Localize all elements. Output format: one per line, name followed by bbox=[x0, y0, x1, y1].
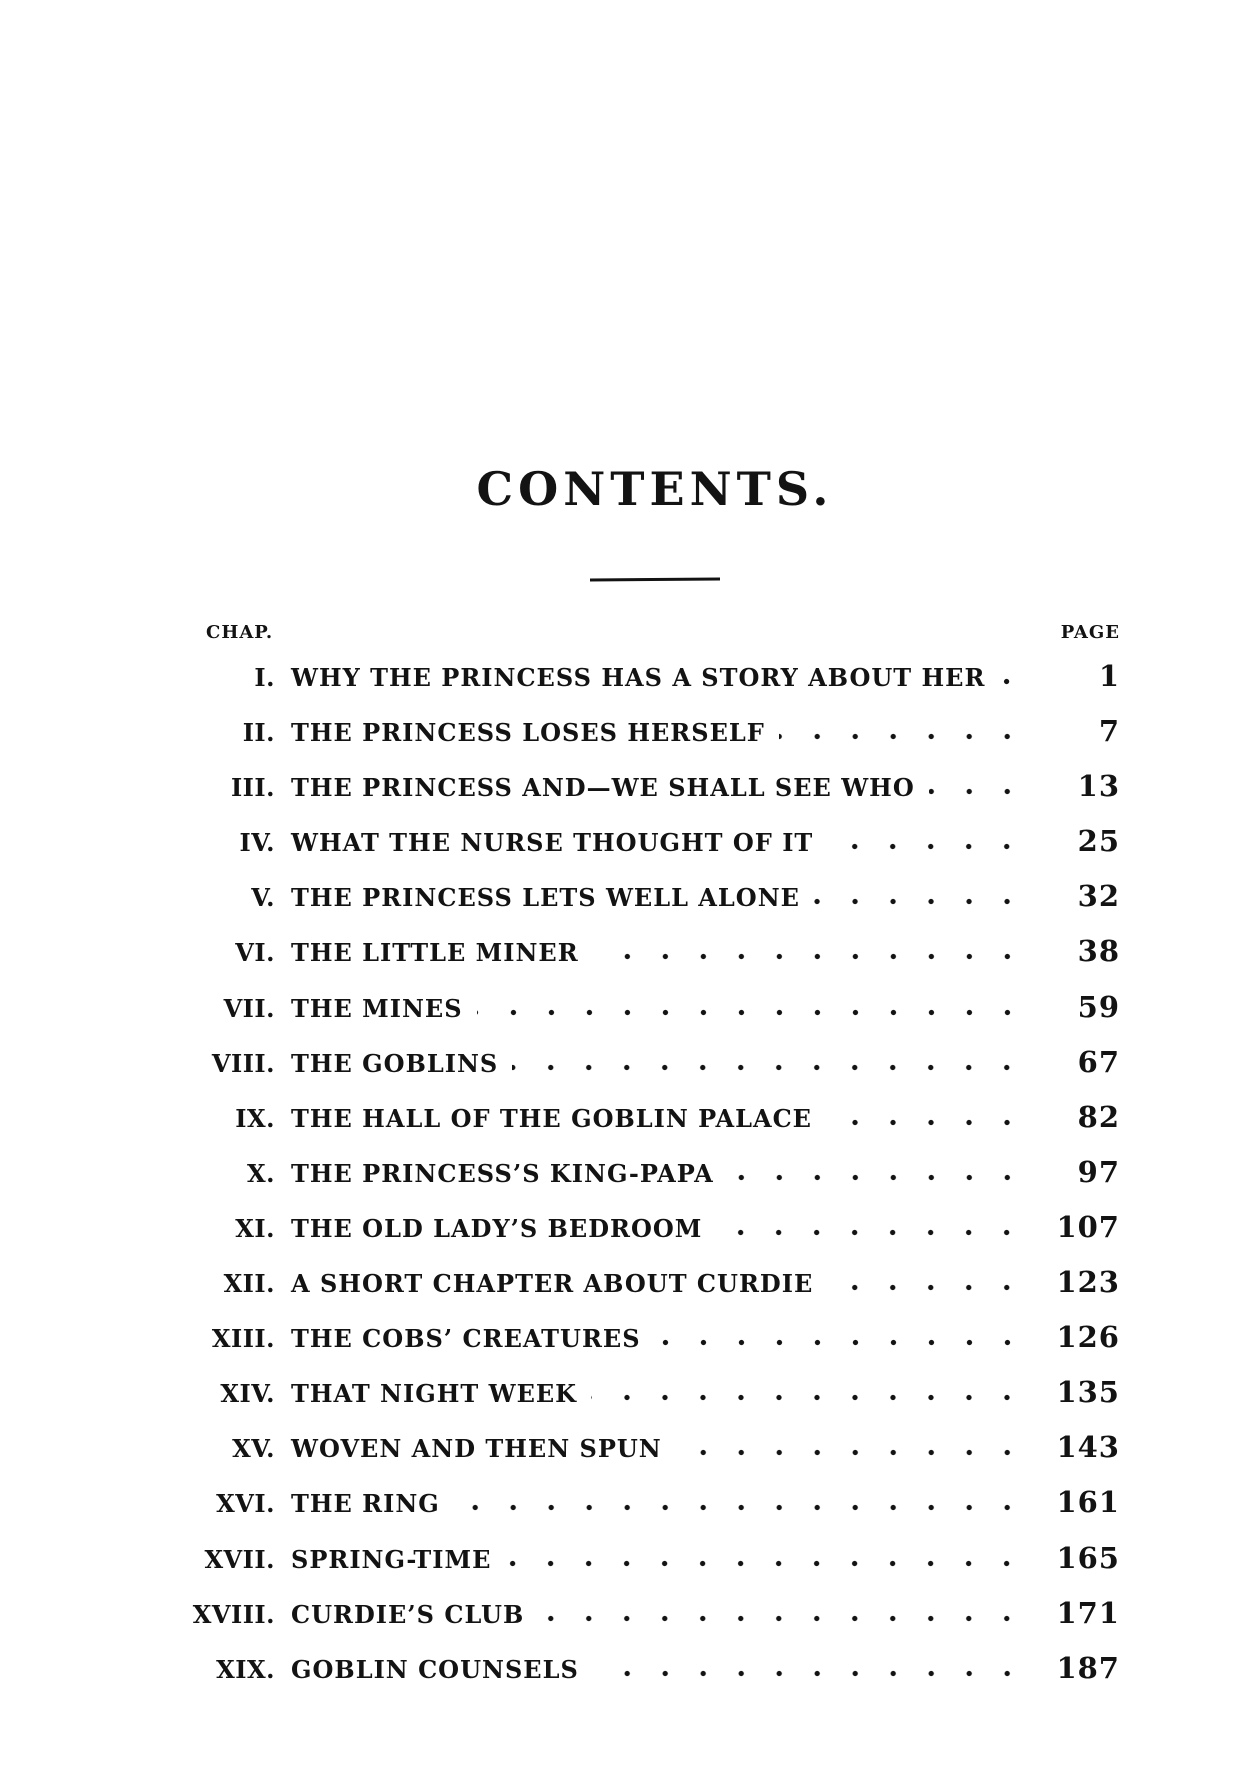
dot-leader bbox=[827, 842, 1026, 851]
chapter-page-number: 187 bbox=[1056, 1650, 1120, 1685]
chapter-page-number: 126 bbox=[1056, 1320, 1120, 1355]
dot-leader bbox=[716, 1228, 1026, 1237]
dot-leader bbox=[814, 897, 1026, 906]
chapter-numeral: V. bbox=[251, 883, 275, 913]
toc-entry-row bbox=[190, 1086, 1120, 1141]
dot-leader bbox=[929, 787, 1026, 796]
chapter-title: WOVEN AND THEN SPUN bbox=[291, 1434, 662, 1464]
chapter-page-number: 123 bbox=[1056, 1265, 1120, 1300]
chapter-title: THE PRINCESS LETS WELL ALONE bbox=[291, 883, 800, 913]
chapter-title: GOBLIN COUNSELS bbox=[291, 1654, 579, 1684]
chapter-title: THE HALL OF THE GOBLIN PALACE bbox=[291, 1103, 812, 1133]
chapter-page-number: 59 bbox=[1077, 989, 1120, 1024]
chapter-page-number: 13 bbox=[1077, 769, 1120, 804]
chapter-page-number: 165 bbox=[1056, 1540, 1120, 1575]
chapter-numeral: VII. bbox=[223, 993, 275, 1023]
toc-entry-row bbox=[190, 1031, 1120, 1086]
toc-entry-row bbox=[190, 1251, 1120, 1306]
dot-leader bbox=[505, 1559, 1026, 1568]
chapter-column-header: CHAP. bbox=[206, 622, 274, 643]
chapter-numeral: VI. bbox=[235, 938, 275, 968]
dot-leader bbox=[591, 1393, 1026, 1402]
dot-leader bbox=[826, 1118, 1026, 1127]
chapter-title: THE OLD LADY’S BEDROOM bbox=[291, 1213, 703, 1243]
chapter-title: WHAT THE NURSE THOUGHT OF IT bbox=[291, 828, 814, 858]
dot-leader bbox=[827, 1283, 1026, 1292]
page-title: CONTENTS. bbox=[476, 462, 834, 516]
chapter-numeral: III. bbox=[230, 773, 275, 803]
chapter-title: WHY THE PRINCESS HAS A STORY ABOUT HER bbox=[291, 663, 986, 692]
chapter-numeral: XI. bbox=[235, 1213, 275, 1243]
chapter-page-number: 143 bbox=[1056, 1430, 1120, 1465]
chapter-numeral: XIX. bbox=[216, 1654, 275, 1684]
toc-entries bbox=[190, 645, 1120, 1692]
chapter-page-number: 82 bbox=[1077, 1099, 1120, 1134]
chapter-title: THE COBS’ CREATURES bbox=[291, 1324, 641, 1354]
contents-section bbox=[190, 0, 1120, 1786]
chapter-title: SPRING-TIME bbox=[291, 1544, 492, 1574]
toc-entry-row bbox=[190, 865, 1120, 920]
chapter-title: CURDIE’S CLUB bbox=[291, 1599, 525, 1629]
chapter-numeral: XVII. bbox=[204, 1544, 275, 1574]
chapter-title: THE LITTLE MINER bbox=[291, 938, 579, 968]
chapter-numeral: XIV. bbox=[220, 1379, 275, 1409]
chapter-title: A SHORT CHAPTER ABOUT CURDIE bbox=[291, 1269, 814, 1299]
chapter-page-number: 7 bbox=[1098, 714, 1120, 749]
column-headers bbox=[190, 622, 1120, 643]
toc-entry-row bbox=[190, 1306, 1120, 1361]
chapter-page-number: 67 bbox=[1077, 1044, 1120, 1079]
toc-entry-row bbox=[190, 700, 1120, 755]
dot-leader bbox=[655, 1338, 1026, 1347]
chapter-title: THE PRINCESS AND—WE SHALL SEE WHO bbox=[291, 773, 915, 803]
chapter-page-number: 161 bbox=[1056, 1485, 1120, 1520]
dot-leader bbox=[676, 1448, 1026, 1457]
chapter-numeral: XVIII. bbox=[192, 1599, 275, 1629]
dot-leader bbox=[728, 1173, 1026, 1182]
title-divider-rule bbox=[590, 578, 720, 582]
chapter-numeral: II. bbox=[242, 718, 275, 748]
chapter-numeral: X. bbox=[247, 1158, 275, 1188]
dot-leader bbox=[477, 1008, 1026, 1017]
chapter-page-number: 25 bbox=[1077, 824, 1120, 859]
toc-entry-row bbox=[190, 1141, 1120, 1196]
chapter-page-number: 107 bbox=[1056, 1209, 1120, 1244]
dot-leader bbox=[999, 677, 1026, 686]
toc-entry-row bbox=[190, 645, 1120, 700]
chapter-page-number: 171 bbox=[1056, 1595, 1120, 1630]
chapter-numeral: XVI. bbox=[216, 1489, 275, 1519]
chapter-numeral: I. bbox=[254, 663, 275, 692]
chapter-numeral: XIII. bbox=[211, 1324, 275, 1354]
dot-leader bbox=[538, 1614, 1026, 1623]
chapter-title: THE GOBLINS bbox=[291, 1048, 499, 1078]
chapter-numeral: XV. bbox=[232, 1434, 275, 1464]
chapter-numeral: IV. bbox=[239, 828, 275, 858]
toc-entry-row bbox=[190, 976, 1120, 1031]
dot-leader bbox=[454, 1503, 1026, 1512]
toc-entry-row bbox=[190, 810, 1120, 865]
toc-entry-row bbox=[190, 1637, 1120, 1692]
chapter-page-number: 97 bbox=[1077, 1154, 1120, 1189]
toc-entry-row bbox=[190, 1416, 1120, 1471]
dot-leader bbox=[779, 732, 1026, 741]
chapter-page-number: 32 bbox=[1077, 879, 1120, 914]
toc-entry-row bbox=[190, 755, 1120, 810]
chapter-title: THE PRINCESS’S KING-PAPA bbox=[291, 1158, 714, 1188]
dot-leader bbox=[512, 1063, 1026, 1072]
dot-leader bbox=[593, 952, 1026, 961]
chapter-title: THE MINES bbox=[291, 993, 463, 1023]
toc-entry-row bbox=[190, 1196, 1120, 1251]
chapter-page-number: 135 bbox=[1056, 1375, 1120, 1410]
toc-entry-row bbox=[190, 1582, 1120, 1637]
toc-entry-row bbox=[190, 1361, 1120, 1416]
chapter-title: THE PRINCESS LOSES HERSELF bbox=[291, 718, 765, 748]
chapter-page-number: 38 bbox=[1077, 934, 1120, 969]
dot-leader bbox=[593, 1669, 1026, 1678]
chapter-numeral: XII. bbox=[223, 1269, 275, 1299]
chapter-page-number: 1 bbox=[1098, 659, 1120, 693]
toc-entry-row bbox=[190, 1527, 1120, 1582]
chapter-numeral: VIII. bbox=[211, 1048, 275, 1078]
page-column-header: PAGE bbox=[1060, 622, 1120, 643]
chapter-numeral: IX. bbox=[235, 1103, 275, 1133]
toc-entry-row bbox=[190, 1471, 1120, 1526]
chapter-title: THAT NIGHT WEEK bbox=[291, 1379, 578, 1409]
toc-entry-row bbox=[190, 920, 1120, 975]
chapter-title: THE RING bbox=[291, 1489, 440, 1519]
